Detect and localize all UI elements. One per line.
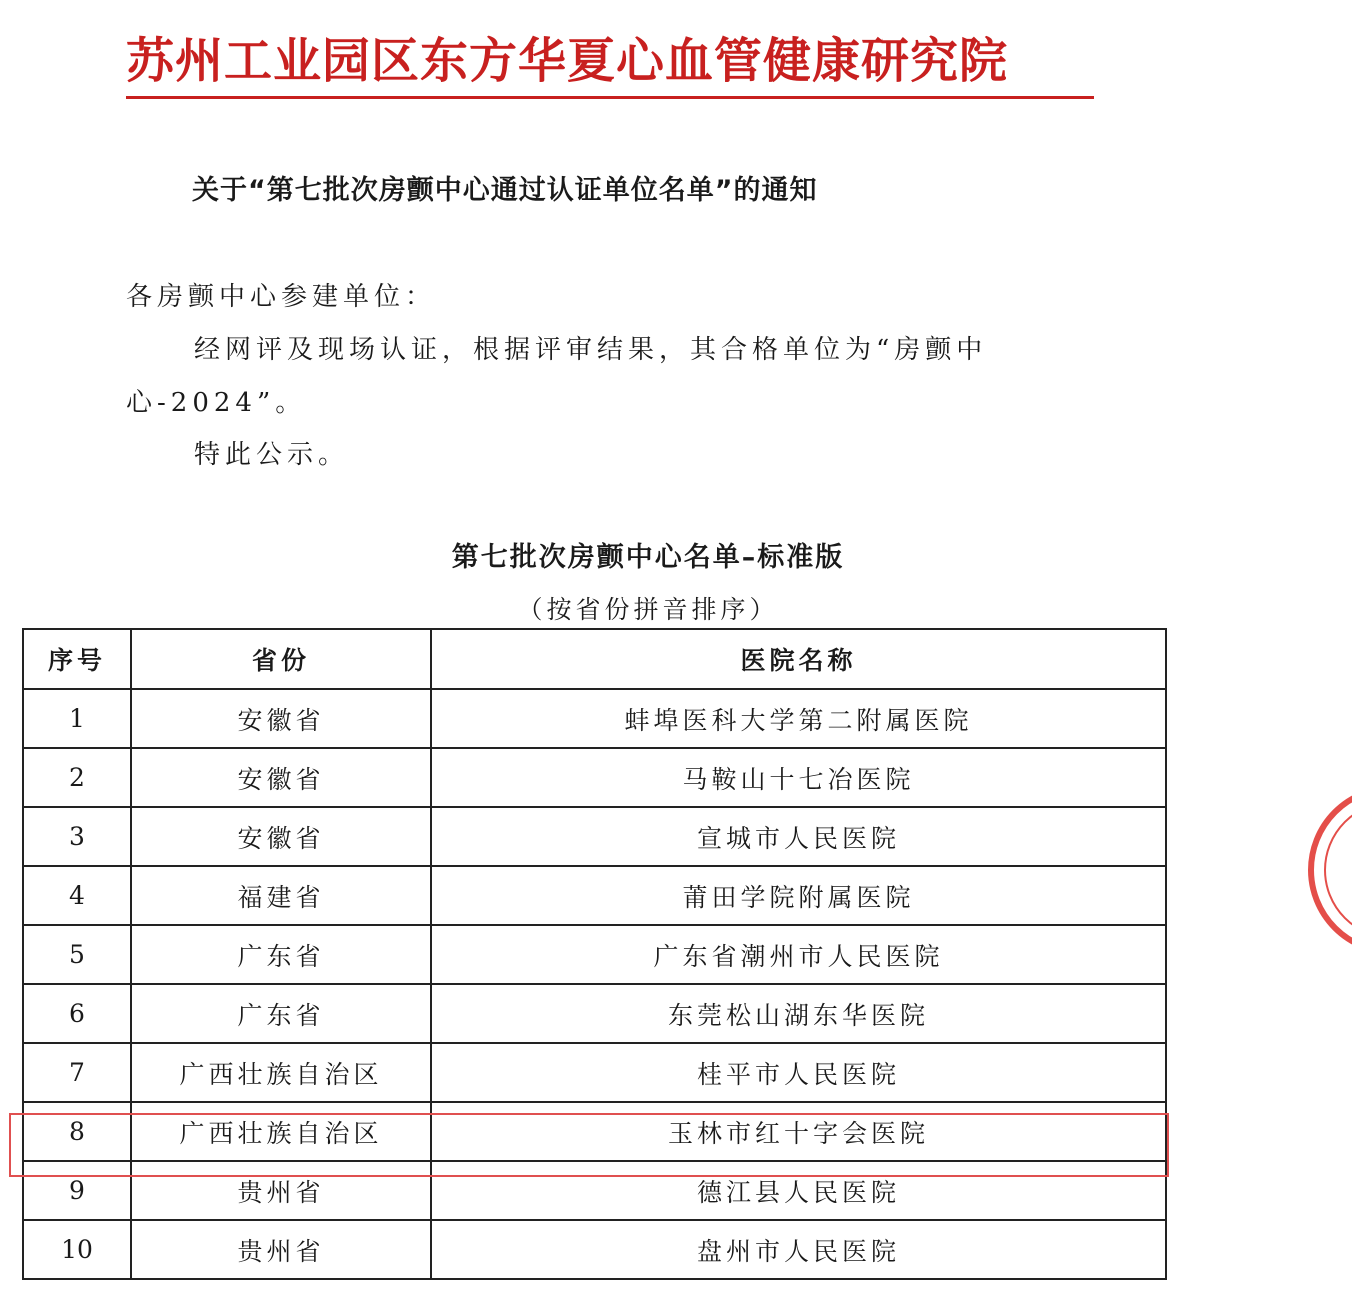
closing-line: 特此公示。 xyxy=(194,440,350,470)
column-header-province: 省份 xyxy=(131,629,431,689)
row-hospital: 东莞松山湖东华医院 xyxy=(431,984,1166,1043)
row-province: 安徽省 xyxy=(131,807,431,866)
column-header-hospital: 医院名称 xyxy=(431,629,1166,689)
table-row xyxy=(23,866,1166,925)
seal-inner-ring xyxy=(1324,801,1352,939)
row-hospital: 马鞍山十七冶医院 xyxy=(431,748,1166,807)
header-divider xyxy=(126,96,1094,99)
row-hospital: 莆田学院附属医院 xyxy=(431,866,1166,925)
salutation: 各房颤中心参建单位： xyxy=(126,282,437,312)
table-row-highlighted xyxy=(23,1102,1166,1161)
table-row xyxy=(23,1220,1166,1279)
row-province: 广东省 xyxy=(131,984,431,1043)
column-header-number: 序号 xyxy=(23,629,131,689)
row-hospital: 玉林市红十字会医院 xyxy=(431,1102,1166,1161)
row-province: 广西壮族自治区 xyxy=(131,1102,431,1161)
row-hospital: 德江县人民医院 xyxy=(431,1161,1166,1220)
table-row xyxy=(23,984,1166,1043)
table-row xyxy=(23,689,1166,748)
row-number: 10 xyxy=(23,1220,131,1279)
row-number: 4 xyxy=(23,866,131,925)
row-number: 5 xyxy=(23,925,131,984)
row-number: 1 xyxy=(23,689,131,748)
list-subtitle: （按省份拼音排序） xyxy=(517,595,779,624)
list-title: 第七批次房颤中心名单–标准版 xyxy=(451,542,845,573)
official-seal-icon xyxy=(1308,785,1352,955)
row-province: 福建省 xyxy=(131,866,431,925)
row-number: 3 xyxy=(23,807,131,866)
body-line-2: 心-2024”。 xyxy=(126,388,307,418)
table-row xyxy=(23,1043,1166,1102)
row-hospital: 宣城市人民医院 xyxy=(431,807,1166,866)
row-hospital: 盘州市人民医院 xyxy=(431,1220,1166,1279)
row-number: 2 xyxy=(23,748,131,807)
certified-units-table xyxy=(22,628,1167,1280)
row-province: 安徽省 xyxy=(131,689,431,748)
row-number: 9 xyxy=(23,1161,131,1220)
row-province: 广西壮族自治区 xyxy=(131,1043,431,1102)
organization-name: 苏州工业园区东方华夏心血管健康研究院 xyxy=(126,33,1009,89)
row-hospital: 广东省潮州市人民医院 xyxy=(431,925,1166,984)
row-number: 8 xyxy=(23,1102,131,1161)
table-row xyxy=(23,748,1166,807)
row-number: 6 xyxy=(23,984,131,1043)
row-hospital: 蚌埠医科大学第二附属医院 xyxy=(431,689,1166,748)
row-hospital: 桂平市人民医院 xyxy=(431,1043,1166,1102)
table-row xyxy=(23,1161,1166,1220)
row-number: 7 xyxy=(23,1043,131,1102)
row-province: 安徽省 xyxy=(131,748,431,807)
body-line-1: 经网评及现场认证，根据评审结果，其合格单位为“房颤中 xyxy=(194,335,988,365)
notice-title: 关于“第七批次房颤中心通过认证单位名单”的通知 xyxy=(192,175,818,206)
table-row xyxy=(23,807,1166,866)
table-header-row xyxy=(23,629,1166,689)
row-province: 贵州省 xyxy=(131,1220,431,1279)
row-province: 广东省 xyxy=(131,925,431,984)
row-province: 贵州省 xyxy=(131,1161,431,1220)
table-row xyxy=(23,925,1166,984)
